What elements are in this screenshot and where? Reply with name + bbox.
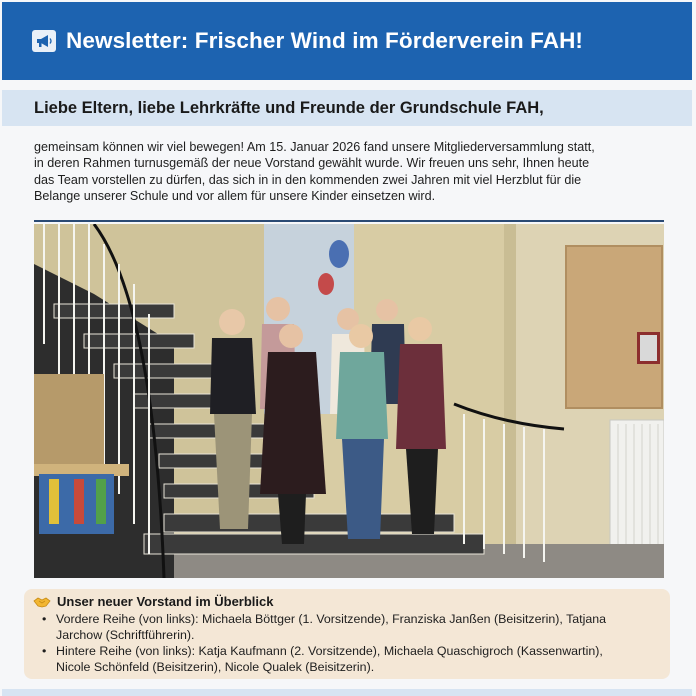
intro-line: in deren Rahmen turnusgemäß der neue Vorstand gewählt wurde. Wir freuen uns sehr, Ihnen heute	[34, 156, 590, 171]
overview-title: Unser neuer Vorstand im Überblick	[57, 594, 274, 609]
list-item	[40, 611, 664, 643]
bottom-banner-edge	[2, 689, 692, 696]
section-divider	[34, 220, 664, 222]
intro-line: das Team vorstellen zu dürfen, das sich in in den kommenden zwei Jahren mit viel Herzblut für die	[34, 172, 582, 187]
handshake-icon	[33, 595, 51, 609]
megaphone-icon	[32, 30, 56, 52]
board-member-list	[40, 611, 664, 675]
greeting-banner	[2, 90, 692, 126]
list-item-line: Nicole Schönfeld (Beisitzerin), Nicole Qualek (Beisitzerin).	[56, 660, 375, 674]
bullet: •	[42, 644, 47, 658]
list-item	[40, 643, 664, 675]
intro-line: gemeinsam können wir viel bewegen! Am 15. Januar 2026 fand unsere Mitgliederversammlung statt,	[34, 140, 595, 154]
list-item-line: Hintere Reihe (von links): Katja Kaufmann (2. Vorsitzende), Michaela Quaschigroch (Kassenwartin),	[56, 644, 603, 658]
intro-paragraph	[34, 139, 666, 205]
greeting-text: Liebe Eltern, liebe Lehrkräfte und Freunde der Grundschule FAH,	[34, 98, 544, 117]
bullet: •	[42, 612, 47, 626]
overview-heading	[33, 594, 274, 609]
list-item-line: Vordere Reihe (von links): Michaela Böttger (1. Vorsitzende), Franziska Janßen (Beisitzerin), Tatjana	[56, 612, 607, 626]
board-overview-box	[24, 589, 670, 679]
intro-line: Belange unserer Schule und vor allem für unsere Kinder einsetzen wird.	[34, 189, 436, 204]
list-item-line: Jarchow (Schriftführerin).	[56, 628, 195, 642]
newsletter-header	[2, 2, 692, 80]
newsletter-title: Newsletter: Frischer Wind im Förderverein FAH!	[66, 28, 584, 53]
team-photo	[34, 224, 664, 578]
